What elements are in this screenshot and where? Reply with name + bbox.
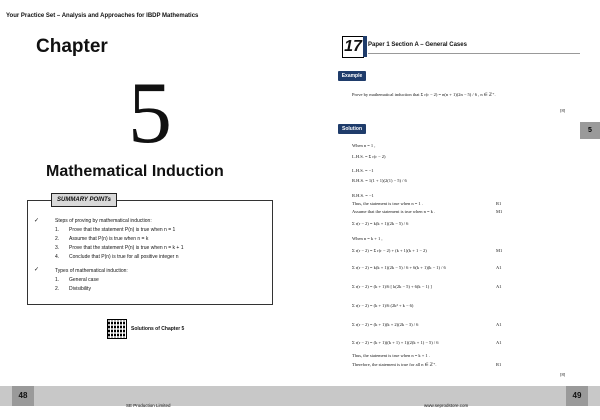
mark-code: M1 (496, 209, 503, 214)
chapter-badge-accent (363, 36, 367, 57)
solution-line: Σ r(r − 2) = k(k + 1)(2k − 5) / 6 + 6(k + 1)(k − 1) / 6 (352, 265, 446, 270)
mark-code: A1 (496, 284, 502, 289)
step-num: 3. (55, 245, 60, 251)
solution-line: R.H.S. = 1(1 + 1)(2(1) − 5) / 6 (352, 178, 407, 183)
mark-code: R1 (496, 201, 502, 206)
solution-marks: [8] (560, 372, 566, 377)
mark-code: A1 (496, 322, 502, 327)
step-text: Conclude that P(n) is true for all positive integer n (69, 254, 179, 260)
mark-code: R1 (496, 362, 502, 367)
solution-line: Σ r(r − 2) = (k + 1)/6 (2k² + k − 6) (352, 303, 414, 308)
solution-line: Therefore, the statement is true for all n ∈ ℤ⁺. (352, 362, 437, 367)
solution-line: Assume that the statement is true when n = k . (352, 209, 436, 214)
topic-title: Mathematical Induction (46, 163, 224, 180)
example-marks: [8] (560, 108, 566, 113)
solution-line: Σ r(r − 2) = (k + 1)/6 [ k(2k − 5) + 6(k − 1) ] (352, 284, 432, 289)
solution-line: Thus, the statement is true when n = k + 1 . (352, 353, 430, 358)
solution-line: L.H.S. = −1 (352, 168, 374, 173)
footer-website[interactable]: www.seprodstore.com (424, 403, 469, 408)
chapter-number: 5 (128, 65, 172, 162)
solution-line: R.H.S. = −1 (352, 193, 374, 198)
step-num: 2. (55, 236, 60, 242)
chapter-badge: 17 (342, 36, 364, 58)
type-num: 2. (55, 286, 60, 292)
qr-label: Solutions of Chapter 5 (131, 326, 185, 332)
solution-line: Σ r(r − 2) = (k + 1)((k + 1) + 1)(2(k + 1) − 5) / 6 (352, 340, 439, 345)
summary-heading-steps: Steps of proving by mathematical induction: (55, 218, 152, 224)
check-icon: ✓ (34, 267, 40, 273)
mark-code: A1 (496, 340, 502, 345)
type-num: 1. (55, 277, 60, 283)
step-text: Prove that the statement P(n) is true when n = 1 (69, 227, 176, 233)
mark-code: M1 (496, 248, 503, 253)
solution-line: When n = k + 1 , (352, 236, 383, 241)
type-text: General case (69, 277, 99, 283)
example-question: Prove by mathematical induction that Σ r(r − 2) = n(n + 1)(2n − 5) / 6 , n ∈ ℤ⁺. (352, 92, 496, 97)
step-num: 4. (55, 254, 60, 260)
solution-line: Σ r(r − 2) = (k + 1)(k + 2)(2k − 3) / 6 (352, 322, 419, 327)
step-text: Prove that the statement P(n) is true when n = k + 1 (69, 245, 184, 251)
solution-label: Solution (338, 124, 366, 134)
section-title: Paper 1 Section A – General Cases (368, 42, 467, 48)
type-text: Divisibility (69, 286, 91, 292)
page-number-right: 49 (566, 386, 588, 406)
summary-tag: SUMMARY POINTs (51, 193, 117, 207)
solution-line: Σ r(r − 2) = k(k + 1)(2k − 5) / 6 (352, 221, 409, 226)
title-underline (368, 53, 580, 54)
book-header-title: Your Practice Set – Analysis and Approaches for IBDP Mathematics (6, 13, 199, 19)
example-label: Example (338, 71, 366, 81)
summary-heading-types: Types of mathematical induction: (55, 268, 128, 274)
solution-line: Thus, the statement is true when n = 1 . (352, 201, 423, 206)
page-number-left: 48 (12, 386, 34, 406)
chapter-label: Chapter (36, 36, 108, 57)
solution-line: Σ r(r − 2) = Σ r(r − 2) + (k + 1)(k + 1 − 2) (352, 248, 427, 253)
check-icon: ✓ (34, 218, 40, 224)
solution-line: L.H.S. = Σ r(r − 2) (352, 154, 386, 159)
step-num: 1. (55, 227, 60, 233)
chapter-side-tab[interactable]: 5 (580, 122, 600, 139)
step-text: Assume that P(n) is true when n = k (69, 236, 149, 242)
solution-line: When n = 1 , (352, 143, 376, 148)
footer-publisher: SE Production Limited (126, 403, 171, 408)
mark-code: A1 (496, 265, 502, 270)
